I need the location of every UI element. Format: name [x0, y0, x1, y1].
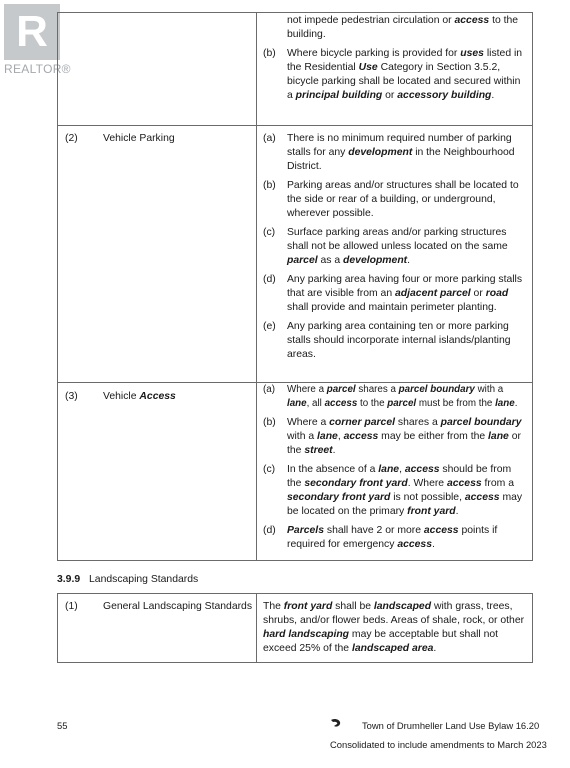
- list-item: (b) Parking areas and/or structures shall be located to the side or rear of a building, or underground, wherever possible.: [263, 180, 519, 219]
- table-row-general-landscaping: [58, 594, 532, 662]
- list-item: (d) Parcels shall have 2 or more access points if required for emergency access.: [263, 525, 498, 550]
- list-item: (b) Where bicycle parking is provided for uses listed in the Residential Use Category in Section 3.5.2, bicycle parking shall be located and secured within a principal building or accessory building.: [263, 48, 523, 101]
- table-row-bicycle-continuation: [58, 13, 532, 125]
- continuation-text: not impede pedestrian circulation or access to the building.: [287, 15, 519, 40]
- realtor-logo-icon: R: [4, 4, 60, 60]
- town-logo-icon: [330, 717, 342, 733]
- bylaw-title: Town of Drumheller Land Use Bylaw 16.20: [362, 720, 540, 731]
- list-item: (a) Where a parcel shares a parcel boundary with a lane, all access to the parcel must be from the lane.: [263, 384, 518, 409]
- landscaping-table: [57, 593, 533, 663]
- row-number: (1): [65, 601, 78, 612]
- row-label: Vehicle Parking: [103, 133, 175, 144]
- list-item: (e) Any parking area containing ten or more parking stalls should incorporate internal islands/planting areas.: [263, 321, 511, 360]
- landscaping-text: The front yard shall be landscaped with grass, trees, shrubs, and/or flower beds. Areas of shale, rock, or other hard landscaping may be acceptable but shall not exceed 25% of the landscaped area.: [263, 601, 525, 654]
- realtor-wordmark: REALTOR: [4, 62, 62, 76]
- row-number: (2): [65, 133, 78, 144]
- row-number: (3): [65, 391, 78, 402]
- page-number: 55: [57, 720, 68, 731]
- row-label: General Landscaping Standards: [103, 601, 253, 612]
- section-title: Landscaping Standards: [89, 574, 199, 585]
- realtor-watermark: R REALTOR®: [4, 4, 64, 76]
- table-row-vehicle-access: [58, 382, 532, 560]
- section-heading: [57, 573, 198, 587]
- row-label: Vehicle Access: [103, 391, 176, 402]
- list-item: (d) Any parking area having four or more parking stalls that are visible from an adjacent parcel or road shall provide and maintain perimeter planting.: [263, 274, 523, 313]
- list-item: (c) Surface parking areas and/or parking structures shall not be allowed unless located on the same parcel as a development.: [263, 227, 508, 266]
- list-item: [263, 14, 526, 42]
- standards-table: [57, 12, 533, 561]
- table-row-vehicle-parking: [58, 125, 532, 382]
- list-item: (b) Where a corner parcel shares a parcel boundary with a lane, access may be either from the lane or the street.: [263, 417, 522, 456]
- consolidated-note: Consolidated to include amendments to March 2023: [330, 739, 547, 750]
- list-item: (a) There is no minimum required number of parking stalls for any development in the Neighbourhood District.: [263, 133, 515, 172]
- section-number: 3.9.9: [57, 574, 81, 585]
- list-item: (c) In the absence of a lane, access should be from the secondary front yard. Where access from a secondary front yard is not possible, access may be located on the primary front yard.: [263, 464, 523, 517]
